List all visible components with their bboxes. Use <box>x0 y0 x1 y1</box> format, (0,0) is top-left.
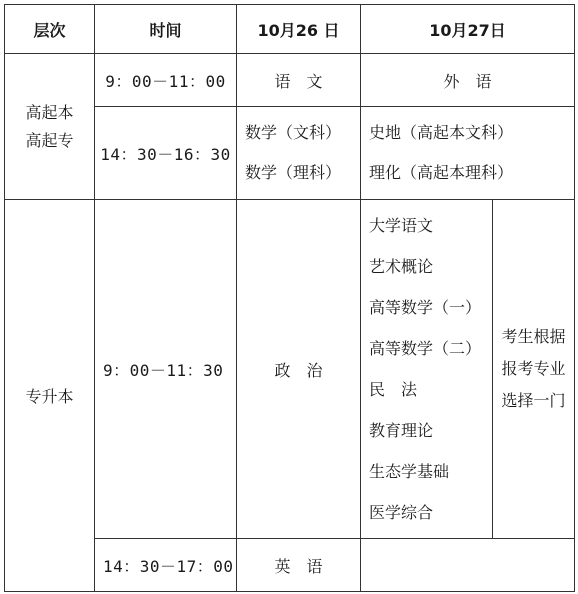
time-cell: 14：30－16：30 <box>95 107 237 200</box>
subject-text: 外 语 <box>443 71 492 91</box>
header-time: 时间 <box>95 5 237 54</box>
subject-text: 史地（高起本文科） <box>369 123 514 142</box>
list-item: 医学综合 <box>369 503 434 522</box>
subject-text: 英 语 <box>274 556 323 576</box>
exam-schedule-table <box>4 4 575 592</box>
subject-text: 理化（高起本理科） <box>369 163 514 182</box>
elective-note-cell <box>493 200 575 539</box>
time-cell: 14：30－17：00 <box>95 539 237 592</box>
list-item: 教育理论 <box>369 421 434 440</box>
note-line: 考生根据 <box>501 327 566 346</box>
note-line: 报考专业 <box>501 359 566 378</box>
subject-cell <box>361 54 575 107</box>
header-level: 层次 <box>5 5 95 54</box>
list-item: 生态学基础 <box>369 462 450 481</box>
level-cell-a <box>5 54 95 200</box>
subject-cell <box>237 107 361 200</box>
subject-cell <box>361 107 575 200</box>
list-item: 高等数学（一） <box>369 298 482 317</box>
subject-cell <box>237 54 361 107</box>
level-line: 高起本 <box>25 102 74 122</box>
table-row <box>5 54 575 107</box>
time-cell: 9：00－11：30 <box>95 200 237 539</box>
subject-cell <box>237 539 361 592</box>
list-item: 艺术概论 <box>369 257 434 276</box>
subject-text: 数学（文科） <box>245 123 342 142</box>
list-item: 高等数学（二） <box>369 339 482 358</box>
list-item: 大学语文 <box>369 216 434 235</box>
subject-cell <box>237 200 361 539</box>
table-row <box>5 200 575 539</box>
level-cell-b: 专升本 <box>5 200 95 592</box>
empty-cell <box>361 539 575 592</box>
list-item: 民 法 <box>369 380 418 399</box>
header-day2: 10月27日 <box>361 5 575 54</box>
time-cell: 9：00－11：00 <box>95 54 237 107</box>
subject-text: 数学（理科） <box>245 163 342 182</box>
subject-text: 语 文 <box>274 71 323 91</box>
note-line: 选择一门 <box>501 391 566 410</box>
elective-subjects-cell <box>361 200 493 539</box>
level-line: 高起专 <box>25 130 74 150</box>
subject-text: 政 治 <box>274 360 323 380</box>
header-row <box>5 5 575 54</box>
header-day1: 10月26 日 <box>237 5 361 54</box>
